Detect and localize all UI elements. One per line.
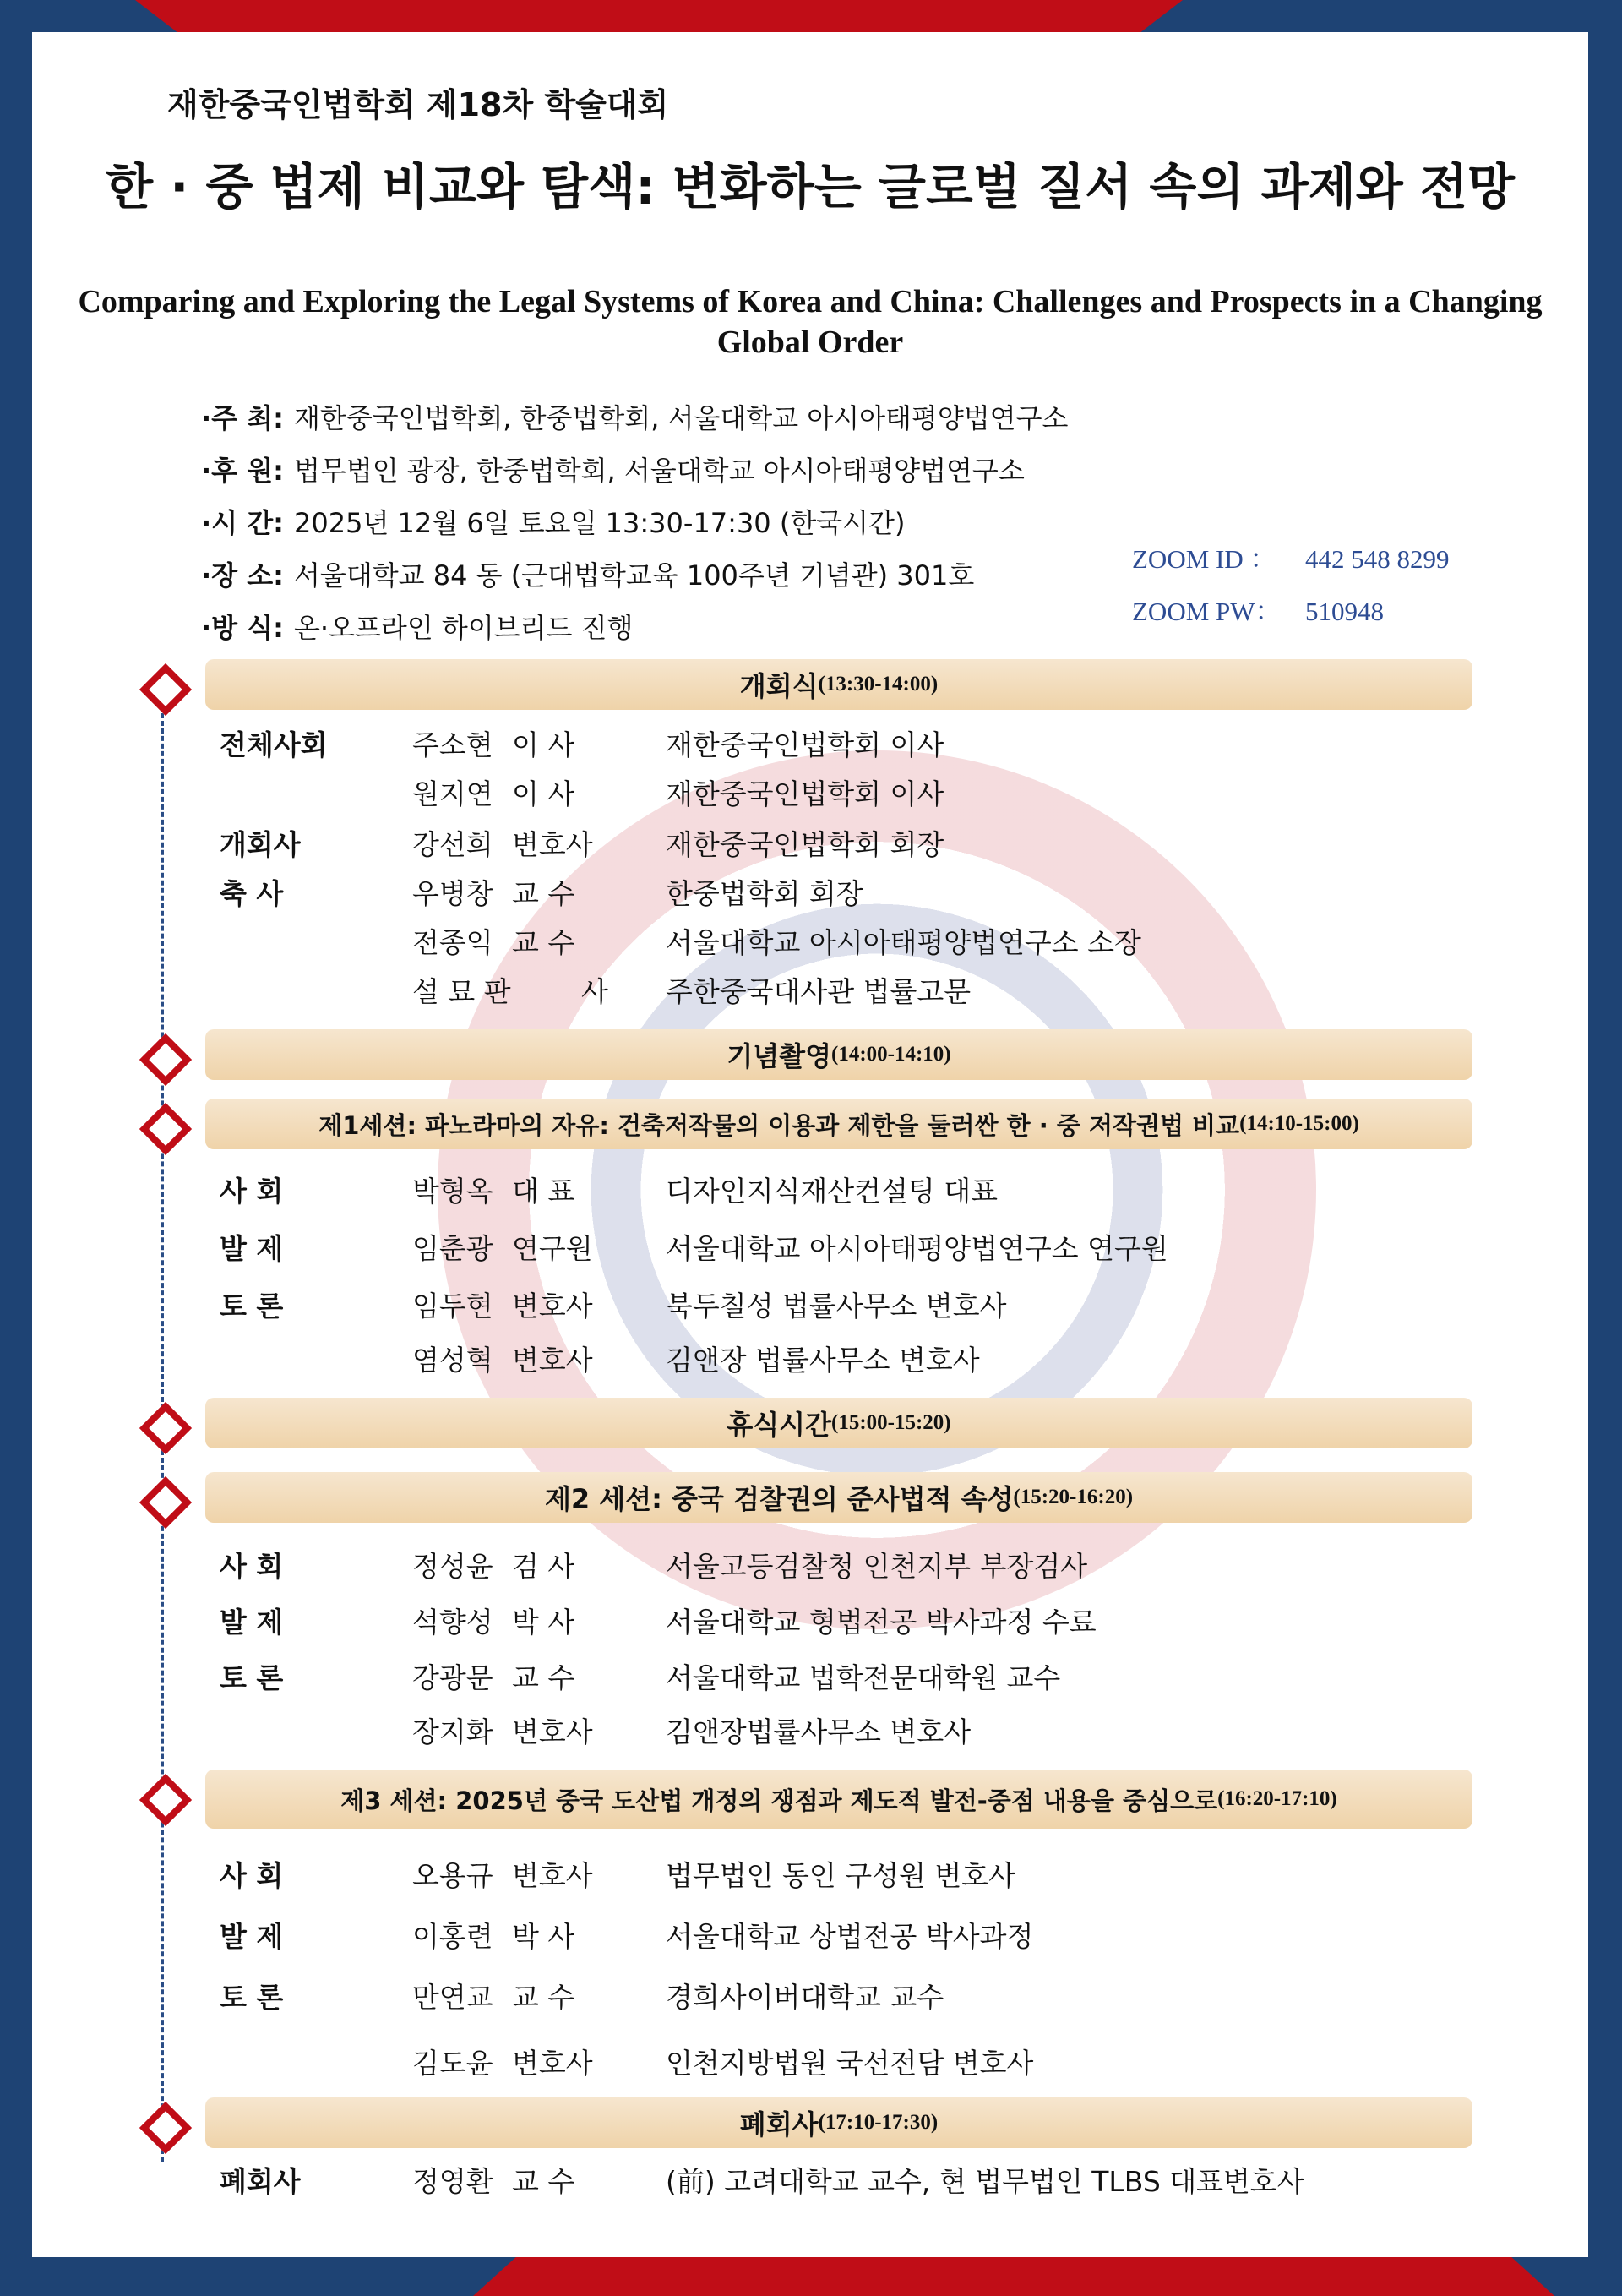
row-title: 변호사 (512, 2047, 593, 2080)
row-role: 토 론 (220, 1290, 284, 1323)
row-title: 교 수 (512, 1981, 575, 2014)
row-affiliation: 주한중국대사관 법률고문 (666, 975, 972, 1008)
session-bar-photo (205, 1029, 1472, 1080)
info-value: 법무법인 광장, 한중법학회, 서울대학교 아시아태평양법연구소 (294, 455, 1025, 487)
session-title: 개회식 (739, 670, 819, 702)
row-affiliation: 재한중국인법학회 회장 (666, 828, 944, 861)
row-affiliation: 한중법학회 회장 (666, 877, 863, 910)
row-name: 강광문 (412, 1661, 493, 1694)
session-time: (13:30-14:00) (818, 673, 939, 695)
row-title: 변호사 (512, 1715, 593, 1748)
session-time: (15:00-15:20) (831, 1411, 951, 1434)
poster-sheet (32, 32, 1588, 2257)
row-name: 임춘광 (412, 1232, 493, 1265)
row-title: 변호사 (512, 828, 593, 861)
row-affiliation: 서울대학교 아시아태평양법연구소 연구원 (666, 1232, 1168, 1265)
zoom-pw-label: ZOOM PW： (1132, 597, 1282, 626)
row-affiliation: 서울대학교 아시아태평양법연구소 소장 (666, 926, 1141, 959)
program-row (32, 1284, 1588, 1322)
info-label: ·방 식: (201, 612, 284, 644)
program-row (32, 1656, 1588, 1693)
session-time: (14:00-14:10) (831, 1043, 951, 1066)
series-title: 재한중국인법학회 제18차 학술대회 (167, 86, 669, 123)
row-affiliation: 북두칠성 법률사무소 변호사 (666, 1290, 1007, 1323)
timeline-diamond-icon (139, 663, 192, 716)
row-role: 사 회 (220, 1550, 284, 1583)
row-affiliation: 디자인지식재산컨설팅 대표 (666, 1175, 999, 1208)
info-host (201, 397, 1068, 436)
session-bar-break (205, 1398, 1472, 1448)
zoom-pw (1132, 590, 1384, 628)
session-time: (14:10-15:00) (1239, 1112, 1359, 1135)
program-row (32, 872, 1588, 909)
row-name: 우병창 (412, 877, 493, 910)
row-role: 토 론 (220, 1981, 284, 2014)
row-name: 원지연 (412, 777, 493, 810)
row-affiliation: 서울대학교 상법전공 박사과정 (666, 1920, 1034, 1953)
row-title: 박 사 (512, 1920, 575, 1953)
program-row (32, 921, 1588, 958)
row-name: 오용규 (412, 1859, 493, 1892)
timeline-diamond-icon (139, 1103, 192, 1155)
info-value: 재한중국인법학회, 한중법학회, 서울대학교 아시아태평양법연구소 (294, 402, 1069, 434)
zoom-id (1132, 537, 1450, 575)
row-title: 교 수 (512, 877, 575, 910)
row-title: 교 수 (512, 1661, 575, 1694)
info-sponsor (201, 450, 1025, 488)
zoom-pw-value: 510948 (1305, 597, 1384, 626)
row-title: 검 사 (512, 1550, 575, 1583)
row-name: 석향성 (412, 1606, 493, 1639)
row-name: 염성혁 (412, 1344, 493, 1377)
row-role: 전체사회 (220, 728, 328, 761)
row-affiliation: 서울고등검찰청 인천지부 부장검사 (666, 1550, 1088, 1583)
session-time: (15:20-16:20) (1013, 1486, 1134, 1508)
timeline-diamond-icon (139, 2102, 192, 2154)
info-label: ·후 원: (201, 455, 284, 487)
row-role: 축 사 (220, 877, 284, 910)
info-value: 온·오프라인 하이브리드 진행 (294, 612, 634, 644)
info-value: 서울대학교 84 동 (근대법학교육 100주년 기념관) 301호 (294, 559, 975, 592)
row-title: 이 사 (512, 777, 575, 810)
program-row (32, 772, 1588, 810)
info-value: 2025년 12월 6일 토요일 13:30-17:30 (한국시간) (294, 507, 906, 539)
row-role: 사 회 (220, 1175, 284, 1208)
session-title: 기념촬영 (727, 1040, 831, 1072)
timeline-diamond-icon (139, 1402, 192, 1454)
info-place (201, 554, 974, 593)
session-time: (17:10-17:30) (818, 2111, 939, 2134)
row-affiliation: 서울대학교 형법전공 박사과정 수료 (666, 1606, 1097, 1639)
session-title: 휴식시간 (727, 1409, 831, 1441)
row-name: 정영환 (412, 2165, 493, 2198)
row-role: 사 회 (220, 1859, 284, 1892)
row-title: 변호사 (512, 1859, 593, 1892)
info-label: ·시 간: (201, 507, 284, 539)
program-row (32, 1710, 1588, 1748)
row-role: 발 제 (220, 1606, 284, 1639)
program-row (32, 723, 1588, 761)
row-affiliation: 재한중국인법학회 이사 (666, 728, 944, 761)
row-title: 교 수 (512, 2165, 575, 2198)
session-bar-3 (205, 1770, 1472, 1829)
row-name: 장지화 (412, 1715, 493, 1748)
program-row (32, 823, 1588, 860)
session-time: (16:20-17:10) (1217, 1787, 1337, 1810)
row-title: 교 수 (512, 926, 575, 959)
row-title: 연구원 (512, 1232, 593, 1265)
session-bar-closing (205, 2097, 1472, 2148)
row-title: 변호사 (512, 1344, 593, 1377)
program-row (32, 1854, 1588, 1891)
row-title: 사 (581, 975, 608, 1008)
row-title: 이 사 (512, 728, 575, 761)
row-name: 박형옥 (412, 1175, 493, 1208)
program-row (32, 2042, 1588, 2079)
zoom-id-label: ZOOM ID ： (1132, 544, 1276, 574)
row-role: 폐회사 (220, 2165, 301, 2198)
row-title: 대 표 (512, 1175, 575, 1208)
frame-red-top-band (135, 0, 1183, 32)
timeline-diamond-icon (139, 1774, 192, 1826)
program-row (32, 2160, 1588, 2197)
session-title: 제1세션: 파노라마의 자유: 건축저작물의 이용과 제한을 둘러싼 한 · 중 저작권법 비교 (318, 1110, 1240, 1140)
row-role: 개회사 (220, 828, 301, 861)
program-row (32, 1976, 1588, 2013)
row-title: 변호사 (512, 1290, 593, 1323)
program-row (32, 1545, 1588, 1582)
row-name: 임두현 (412, 1290, 493, 1323)
row-role: 발 제 (220, 1920, 284, 1953)
row-affiliation: 법무법인 동인 구성원 변호사 (666, 1859, 1016, 1892)
info-label: ·장 소: (201, 559, 284, 592)
row-affiliation: 재한중국인법학회 이사 (666, 777, 944, 810)
session-title: 폐회사 (739, 2108, 819, 2141)
row-role: 토 론 (220, 1661, 284, 1694)
row-name: 강선희 (412, 828, 493, 861)
timeline-diamond-icon (139, 1476, 192, 1529)
row-affiliation: 김앤장 법률사무소 변호사 (666, 1344, 980, 1377)
row-affiliation: (前) 고려대학교 교수, 현 법무법인 TLBS 대표변호사 (666, 2165, 1304, 2198)
zoom-id-value: 442 548 8299 (1305, 544, 1450, 574)
program-row (32, 1601, 1588, 1638)
row-affiliation: 경희사이버대학교 교수 (666, 1981, 944, 2014)
info-time (201, 502, 905, 541)
info-label: ·주 최: (201, 402, 284, 434)
program-row (32, 1339, 1588, 1376)
session-bar-2 (205, 1472, 1472, 1523)
session-title: 제3 세션: 2025년 중국 도산법 개정의 쟁점과 제도적 발전-중점 내용을 중심으로 (340, 1786, 1218, 1815)
program-row (32, 970, 1588, 1007)
session-title: 제2 세션: 중국 검찰권의 준사법적 속성 (544, 1483, 1014, 1515)
row-name: 설 묘 판 (412, 975, 511, 1008)
row-name: 전종익 (412, 926, 493, 959)
row-title: 박 사 (512, 1606, 575, 1639)
session-bar-1 (205, 1099, 1472, 1149)
program-row (32, 1915, 1588, 1952)
row-affiliation: 서울대학교 법학전문대학원 교수 (666, 1661, 1061, 1694)
row-role: 발 제 (220, 1232, 284, 1265)
row-name: 만연교 (412, 1981, 493, 2014)
row-affiliation: 김앤장법률사무소 변호사 (666, 1715, 972, 1748)
info-format (201, 607, 633, 646)
row-affiliation: 인천지방법원 국선전담 변호사 (666, 2047, 1034, 2080)
title-korean: 한 · 중 법제 비교와 탐색: 변화하는 글로벌 질서 속의 과제와 전망 (105, 158, 1516, 215)
program-row (32, 1227, 1588, 1264)
row-name: 김도윤 (412, 2047, 493, 2080)
program-row (32, 1170, 1588, 1207)
row-name: 이홍련 (412, 1920, 493, 1953)
session-bar-opening (205, 659, 1472, 710)
timeline-diamond-icon (139, 1033, 192, 1086)
title-english: Comparing and Exploring the Legal Systems of Korea and China: Challenges and Prospects in a Changing Global Order (78, 284, 1543, 360)
row-name: 정성윤 (412, 1550, 493, 1583)
row-name: 주소현 (412, 728, 493, 761)
